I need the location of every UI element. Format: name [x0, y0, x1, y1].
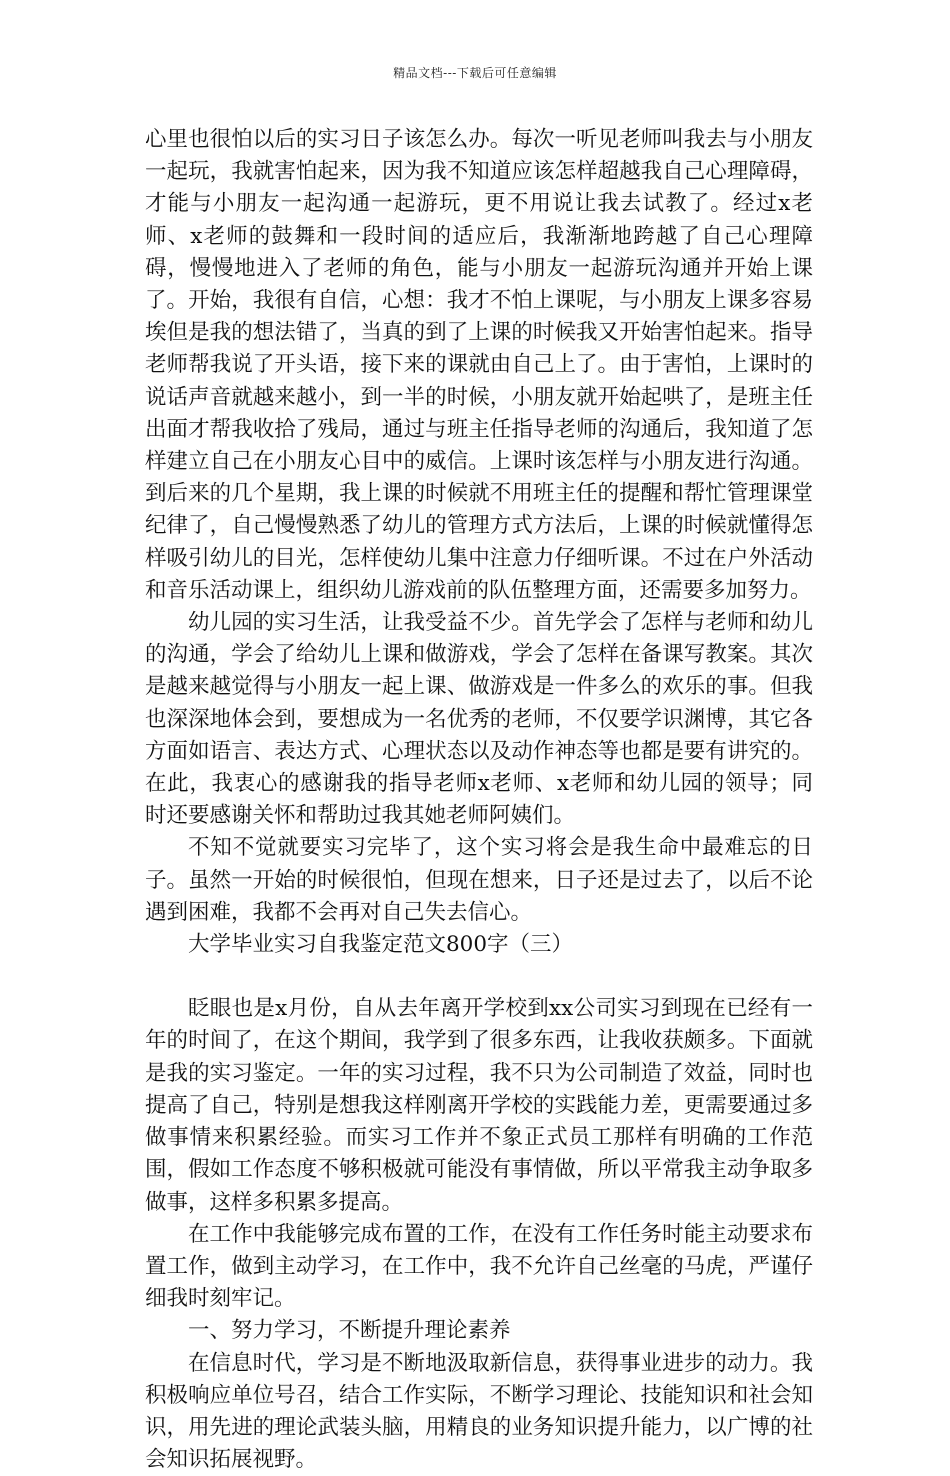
document-body: [145, 124, 813, 1476]
paragraph-2: 幼儿园的实习生活，让我受益不少。首先学会了怎样与老师和幼儿的沟通，学会了给幼儿上课和做游戏，学会了怎样在备课写教案。其次是越来越觉得与小朋友一起上课、做游戏是一件多么的欢乐的事。但我也深深地体会到，要想成为一名优秀的老师，不仅要学识渊博，其它各方面如语言、表达方式、心理状态以及动作神态等也都是要有讲究的。在此，我衷心的感谢我的指导老师x老师、x老师和幼儿园的领导；同时还要感谢关怀和帮助过我其她老师阿姨们。: [145, 610, 813, 829]
paragraph-1: 心里也很怕以后的实习日子该怎么办。每次一听见老师叫我去与小朋友一起玩，我就害怕起来，因为我不知道应该怎样超越我自己心理障碍，才能与小朋友一起沟通一起游玩，更不用说让我去试教了。经过x老师、x老师的鼓舞和一段时间的适应后，我渐渐地跨越了自己心理障碍，慢慢地进入了老师的角色，能与小朋友一起游玩沟通并开始上课了。开始，我很有自信，心想：我才不怕上课呢，与小朋友上课多容易埃但是我的想法错了，当真的到了上课的时候我又开始害怕起来。指导老师帮我说了开头语，接下来的课就由自己上了。由于害怕，上课时的说话声音就越来越小，到一半的时候，小朋友就开始起哄了，是班主任出面才帮我收拾了残局，通过与班主任指导老师的沟通后，我知道了怎样建立自己在小朋友心目中的威信。上课时该怎样与小朋友进行沟通。到后来的几个星期，我上课的时候就不用班主任的提醒和帮忙管理课堂纪律了，自己慢慢熟悉了幼儿的管理方式方法后，上课的时候就懂得怎样吸引幼儿的目光，怎样使幼儿集中注意力仔细听课。不过在户外活动和音乐活动课上，组织幼儿游戏前的队伍整理方面，还需要多加努力。: [145, 127, 813, 603]
paragraph-3: 不知不觉就要实习完毕了，这个实习将会是我生命中最难忘的日子。虽然一开始的时候很怕，但现在想来，日子还是过去了，以后不论遇到困难，我都不会再对自己失去信心。: [145, 835, 813, 925]
section-title: 大学毕业实习自我鉴定范文800字（三）: [188, 932, 574, 958]
paragraph-4: 眨眼也是x月份，自从去年离开学校到xx公司实习到现在已经有一年的时间了，在这个期间，我学到了很多东西，让我收获颇多。下面就是我的实习鉴定。一年的实习过程，我不只为公司制造了效益，同时也提高了自己，特别是想我这样刚离开学校的实践能力差，更需要通过多做事情来积累经验。而实习工作并不象正式员工那样有明确的工作范围，假如工作态度不够积极就可能没有事情做，所以平常我主动争取多做事，这样多积累多提高。: [145, 996, 813, 1215]
paragraph-5: 在工作中我能够完成布置的工作，在没有工作任务时能主动要求布置工作，做到主动学习，在工作中，我不允许自己丝毫的马虎，严谨仔细我时刻牢记。: [145, 1221, 813, 1312]
subheading: 一、努力学习，不断提升理论素养: [188, 1318, 511, 1344]
blank-line: [145, 961, 813, 993]
page-header: 精品文档---下载后可任意编辑: [393, 66, 557, 80]
paragraph-6: 在信息时代，学习是不断地汲取新信息，获得事业进步的动力。我积极响应单位号召，结合工作实际，不断学习理论、技能知识和社会知识，用先进的理论武装头脑，用精良的业务知识提升能力，以广博的社会知识拓展视野。: [145, 1350, 813, 1473]
